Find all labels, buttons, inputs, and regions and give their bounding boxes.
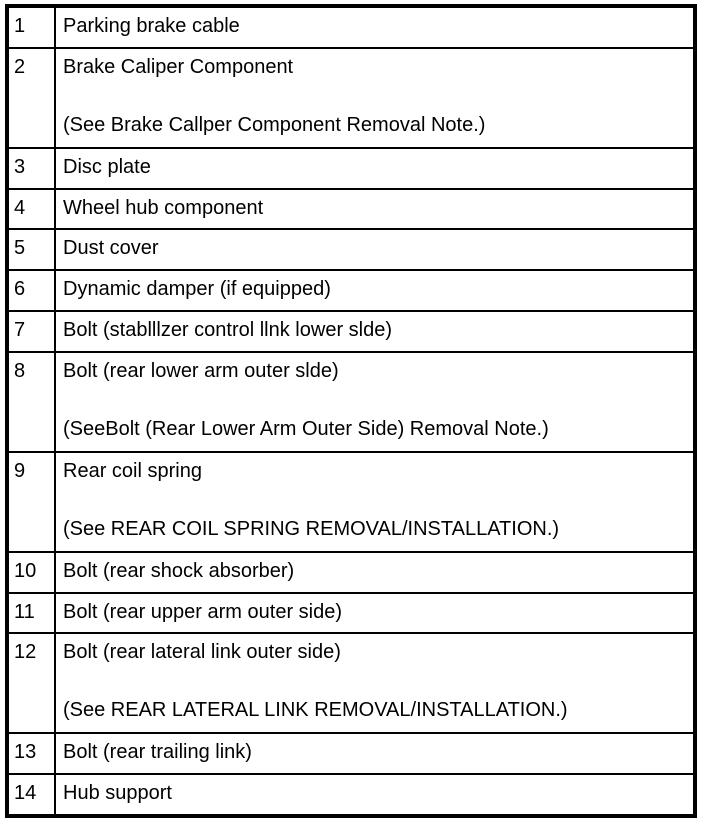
part-description-line: (See REAR COIL SPRING REMOVAL/INSTALLATION.) [63, 517, 560, 540]
part-number-cell [7, 733, 55, 774]
part-description-line: Bolt (rear shock absorber) [63, 559, 295, 582]
part-number: 3 [14, 155, 26, 178]
part-description-cell [55, 774, 695, 816]
part-number: 8 [14, 359, 26, 382]
part-description-line: (See Brake Callper Component Removal Note.) [63, 113, 486, 136]
part-number-cell [7, 774, 55, 816]
part-number: 4 [14, 196, 26, 219]
part-number: 6 [14, 278, 26, 301]
part-description-cell [55, 148, 695, 189]
part-description-cell [55, 6, 695, 48]
table-row [7, 552, 695, 593]
part-number-cell [7, 352, 55, 452]
part-description-cell [55, 48, 695, 148]
part-number-cell [7, 552, 55, 593]
part-number: 12 [14, 641, 37, 664]
table-row [7, 270, 695, 311]
part-description-line: Bolt (rear trailing link) [63, 741, 252, 764]
parts-table-body [7, 6, 695, 816]
part-number-cell [7, 270, 55, 311]
part-description-line [63, 666, 691, 697]
part-description-line: Disc plate [63, 155, 151, 178]
table-row [7, 733, 695, 774]
table-row [7, 352, 695, 452]
part-description-line: Bolt (rear lower arm outer slde) [63, 359, 339, 382]
part-number: 1 [14, 15, 26, 37]
part-description-line [63, 485, 691, 516]
part-number-cell [7, 633, 55, 733]
part-number-cell [7, 593, 55, 634]
part-description-line: Parking brake cable [63, 15, 240, 37]
part-number-cell [7, 311, 55, 352]
table-row [7, 189, 695, 230]
part-description-line [63, 81, 691, 112]
table-row [7, 593, 695, 634]
part-description-line [63, 385, 691, 416]
part-number: 11 [14, 600, 35, 623]
part-description-line: Wheel hub component [63, 196, 264, 219]
part-number-cell [7, 6, 55, 48]
table-row [7, 6, 695, 48]
part-description-line: Bolt (rear upper arm outer side) [63, 600, 343, 623]
part-number-cell [7, 229, 55, 270]
part-description-cell [55, 552, 695, 593]
part-number: 9 [14, 459, 26, 482]
part-number: 10 [14, 559, 37, 582]
table-row [7, 452, 695, 552]
part-number: 13 [14, 741, 37, 764]
part-description-cell [55, 633, 695, 733]
part-description-line: Hub support [63, 782, 172, 805]
part-number-cell [7, 148, 55, 189]
part-number-cell [7, 48, 55, 148]
part-description-line: Bolt (rear lateral link outer side) [63, 641, 341, 664]
part-description-line: Dynamic damper (if equipped) [63, 278, 331, 301]
part-description-line: Rear coil spring [63, 459, 202, 482]
part-number: 5 [14, 237, 26, 260]
part-description-cell [55, 229, 695, 270]
part-description-line: Brake Caliper Component [63, 55, 294, 78]
part-number: 7 [14, 318, 26, 341]
table-row [7, 229, 695, 270]
part-description-cell [55, 311, 695, 352]
table-row [7, 48, 695, 148]
part-description-cell [55, 270, 695, 311]
part-description-line: (See REAR LATERAL LINK REMOVAL/INSTALLATION.) [63, 699, 568, 722]
part-description-line: (SeeBolt (Rear Lower Arm Outer Side) Removal Note.) [63, 417, 549, 440]
part-number-cell [7, 452, 55, 552]
part-description-cell [55, 352, 695, 452]
part-description-line: Bolt (stablllzer control llnk lower slde) [63, 318, 393, 341]
parts-table [5, 4, 697, 818]
part-description-cell [55, 452, 695, 552]
table-row [7, 148, 695, 189]
part-number-cell [7, 189, 55, 230]
part-number: 14 [14, 782, 37, 805]
part-description-cell [55, 189, 695, 230]
part-description-cell [55, 593, 695, 634]
part-number: 2 [14, 55, 26, 78]
part-description-cell [55, 733, 695, 774]
table-row [7, 311, 695, 352]
table-row [7, 774, 695, 816]
table-row [7, 633, 695, 733]
part-description-line: Dust cover [63, 237, 159, 260]
